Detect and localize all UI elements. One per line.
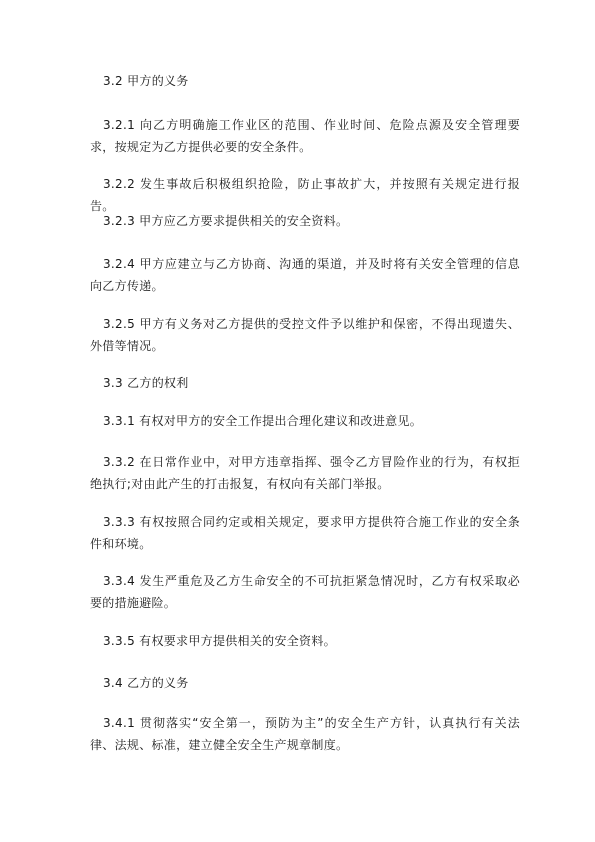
section-heading-3-3: 3.3 乙方的权利 [103, 376, 189, 390]
section-heading-3-4: 3.4 乙方的义务 [103, 676, 189, 690]
clause-3-3-3: 3.3.3 有权按照合同约定或相关规定，要求甲方提供符合施工作业的安全条件和环境。 [90, 515, 520, 551]
clause-3-2-5: 3.2.5 甲方有义务对乙方提供的受控文件予以维护和保密，不得出现遗失、外借等情况。 [90, 317, 520, 353]
clause-3-4-1: 3.4.1 贯彻落实“安全第一，预防为主”的安全生产方针，认真执行有关法律、法规、标准，建立健全安全生产规章制度。 [90, 716, 520, 752]
clause-3-2-1: 3.2.1 向乙方明确施工作业区的范围、作业时间、危险点源及安全管理要求，按规定为乙方提供必要的安全条件。 [90, 118, 520, 154]
clause-3-3-4: 3.3.4 发生严重危及乙方生命安全的不可抗拒紧急情况时，乙方有权采取必要的措施避险。 [90, 574, 520, 610]
clause-3-3-5: 3.3.5 有权要求甲方提供相关的安全资料。 [103, 634, 336, 648]
clause-3-3-1: 3.3.1 有权对甲方的安全工作提出合理化建议和改进意见。 [103, 414, 423, 428]
clause-3-3-2: 3.3.2 在日常作业中，对甲方违章指挥、强令乙方冒险作业的行为，有权拒绝执行;对由此产生的打击报复，有权向有关部门举报。 [90, 455, 520, 491]
clause-3-2-2: 3.2.2 发生事故后积极组织抢险，防止事故扩大，并按照有关规定进行报告。 [90, 177, 520, 213]
clause-3-2-4: 3.2.4 甲方应建立与乙方协商、沟通的渠道，并及时将有关安全管理的信息向乙方传递。 [90, 257, 520, 293]
clause-3-2-3: 3.2.3 甲方应乙方要求提供相关的安全资料。 [103, 214, 349, 228]
section-heading-3-2: 3.2 甲方的义务 [103, 74, 189, 88]
